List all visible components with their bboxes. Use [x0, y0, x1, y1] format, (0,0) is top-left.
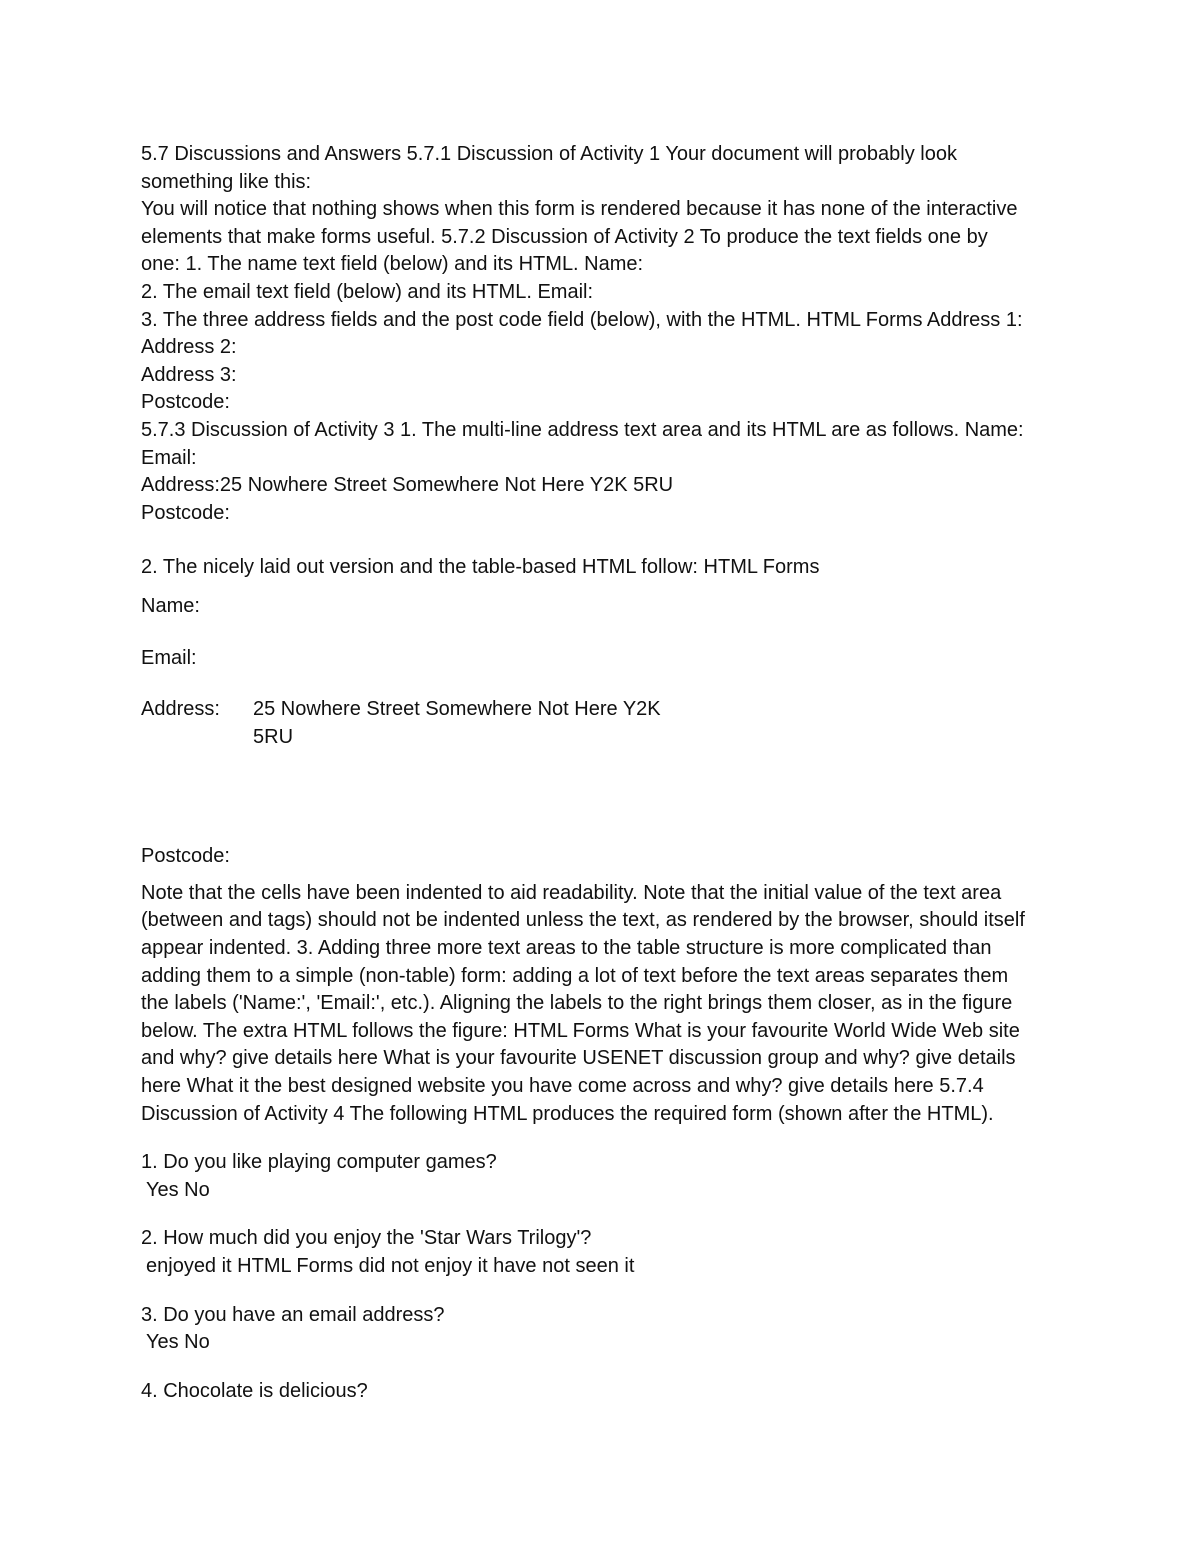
question-answer: Yes No — [146, 1331, 210, 1354]
text-line: and why? give details here What is your favourite USENET discussion group and why? give details — [141, 1047, 1016, 1070]
text-line: Postcode: — [141, 391, 230, 414]
table-intro: 2. The nicely laid out version and the table-based HTML follow: HTML Forms — [141, 556, 820, 579]
address-line-1: 25 Nowhere Street Somewhere Not Here Y2K — [253, 698, 661, 721]
text-line: appear indented. 3. Adding three more text areas to the table structure is more complicated than — [141, 937, 992, 960]
text-line: Postcode: — [141, 501, 230, 524]
address-label: Address: — [141, 698, 220, 721]
question-text: 3. Do you have an email address? — [141, 1303, 445, 1326]
question-answer: Yes No — [146, 1178, 210, 1201]
text-line: 5.7.3 Discussion of Activity 3 1. The multi-line address text area and its HTML are as follows. Name: — [141, 418, 1024, 441]
text-line: 3. The three address fields and the post code field (below), with the HTML. HTML Forms Address 1: — [141, 308, 1023, 331]
document-body — [141, 141, 1061, 1405]
text-line: 5.7 Discussions and Answers 5.7.1 Discussion of Activity 1 Your document will probably look — [141, 143, 957, 165]
text-line: Discussion of Activity 4 The following HTML produces the required form (shown after the HTML). — [141, 1102, 994, 1125]
address-value — [253, 696, 661, 751]
text-line: below. The extra HTML follows the figure: HTML Forms What is your favourite World Wide Web site — [141, 1019, 1020, 1042]
question-1 — [141, 1149, 1061, 1204]
question-text: 4. Chocolate is delicious? — [141, 1379, 368, 1402]
address-row — [141, 696, 1061, 751]
postcode-label: Postcode: — [141, 845, 230, 868]
text-line: 2. The email text field (below) and its HTML. Email: — [141, 280, 594, 303]
text-line: the labels ('Name:', 'Email:', etc.). Aligning the labels to the right brings them closer, as in the figure — [141, 992, 1013, 1015]
postcode-row — [141, 843, 1061, 871]
question-2 — [141, 1225, 1061, 1280]
email-row — [141, 645, 1061, 673]
text-line: elements that make forms useful. 5.7.2 Discussion of Activity 2 To produce the text fields one by — [141, 225, 988, 248]
text-line: Address 3: — [141, 363, 237, 386]
name-label: Name: — [141, 594, 200, 617]
text-line: Email: — [141, 446, 197, 469]
name-row — [141, 593, 1061, 621]
text-line: something like this: — [141, 170, 312, 193]
question-text: 1. Do you like playing computer games? — [141, 1151, 497, 1174]
email-label: Email: — [141, 646, 197, 669]
text-line: You will notice that nothing shows when this form is rendered because it has none of the interactive — [141, 198, 1018, 221]
question-answer: enjoyed it HTML Forms did not enjoy it have not seen it — [146, 1255, 635, 1277]
text-line: Address 2: — [141, 336, 237, 359]
question-4 — [141, 1378, 1061, 1406]
text-line: adding them to a simple (non-table) form: adding a lot of text before the text areas separates them — [141, 964, 1009, 987]
table-form — [141, 593, 1061, 871]
note-section — [141, 880, 1061, 1128]
text-line: Note that the cells have been indented to aid readability. Note that the initial value of the text area — [141, 881, 1002, 904]
question-text: 2. How much did you enjoy the 'Star Wars Trilogy'? — [141, 1227, 592, 1250]
question-3 — [141, 1302, 1061, 1357]
text-line: here What it the best designed website you have come across and why? give details here 5.7.4 — [141, 1075, 984, 1098]
text-line: (between and tags) should not be indented unless the text, as rendered by the browser, should itself — [141, 909, 1025, 932]
text-line: one: 1. The name text field (below) and its HTML. Name: — [141, 253, 644, 276]
address-line-2: 5RU — [253, 725, 294, 748]
intro-section — [141, 141, 1061, 527]
text-line: Address:25 Nowhere Street Somewhere Not Here Y2K 5RU — [141, 474, 674, 497]
